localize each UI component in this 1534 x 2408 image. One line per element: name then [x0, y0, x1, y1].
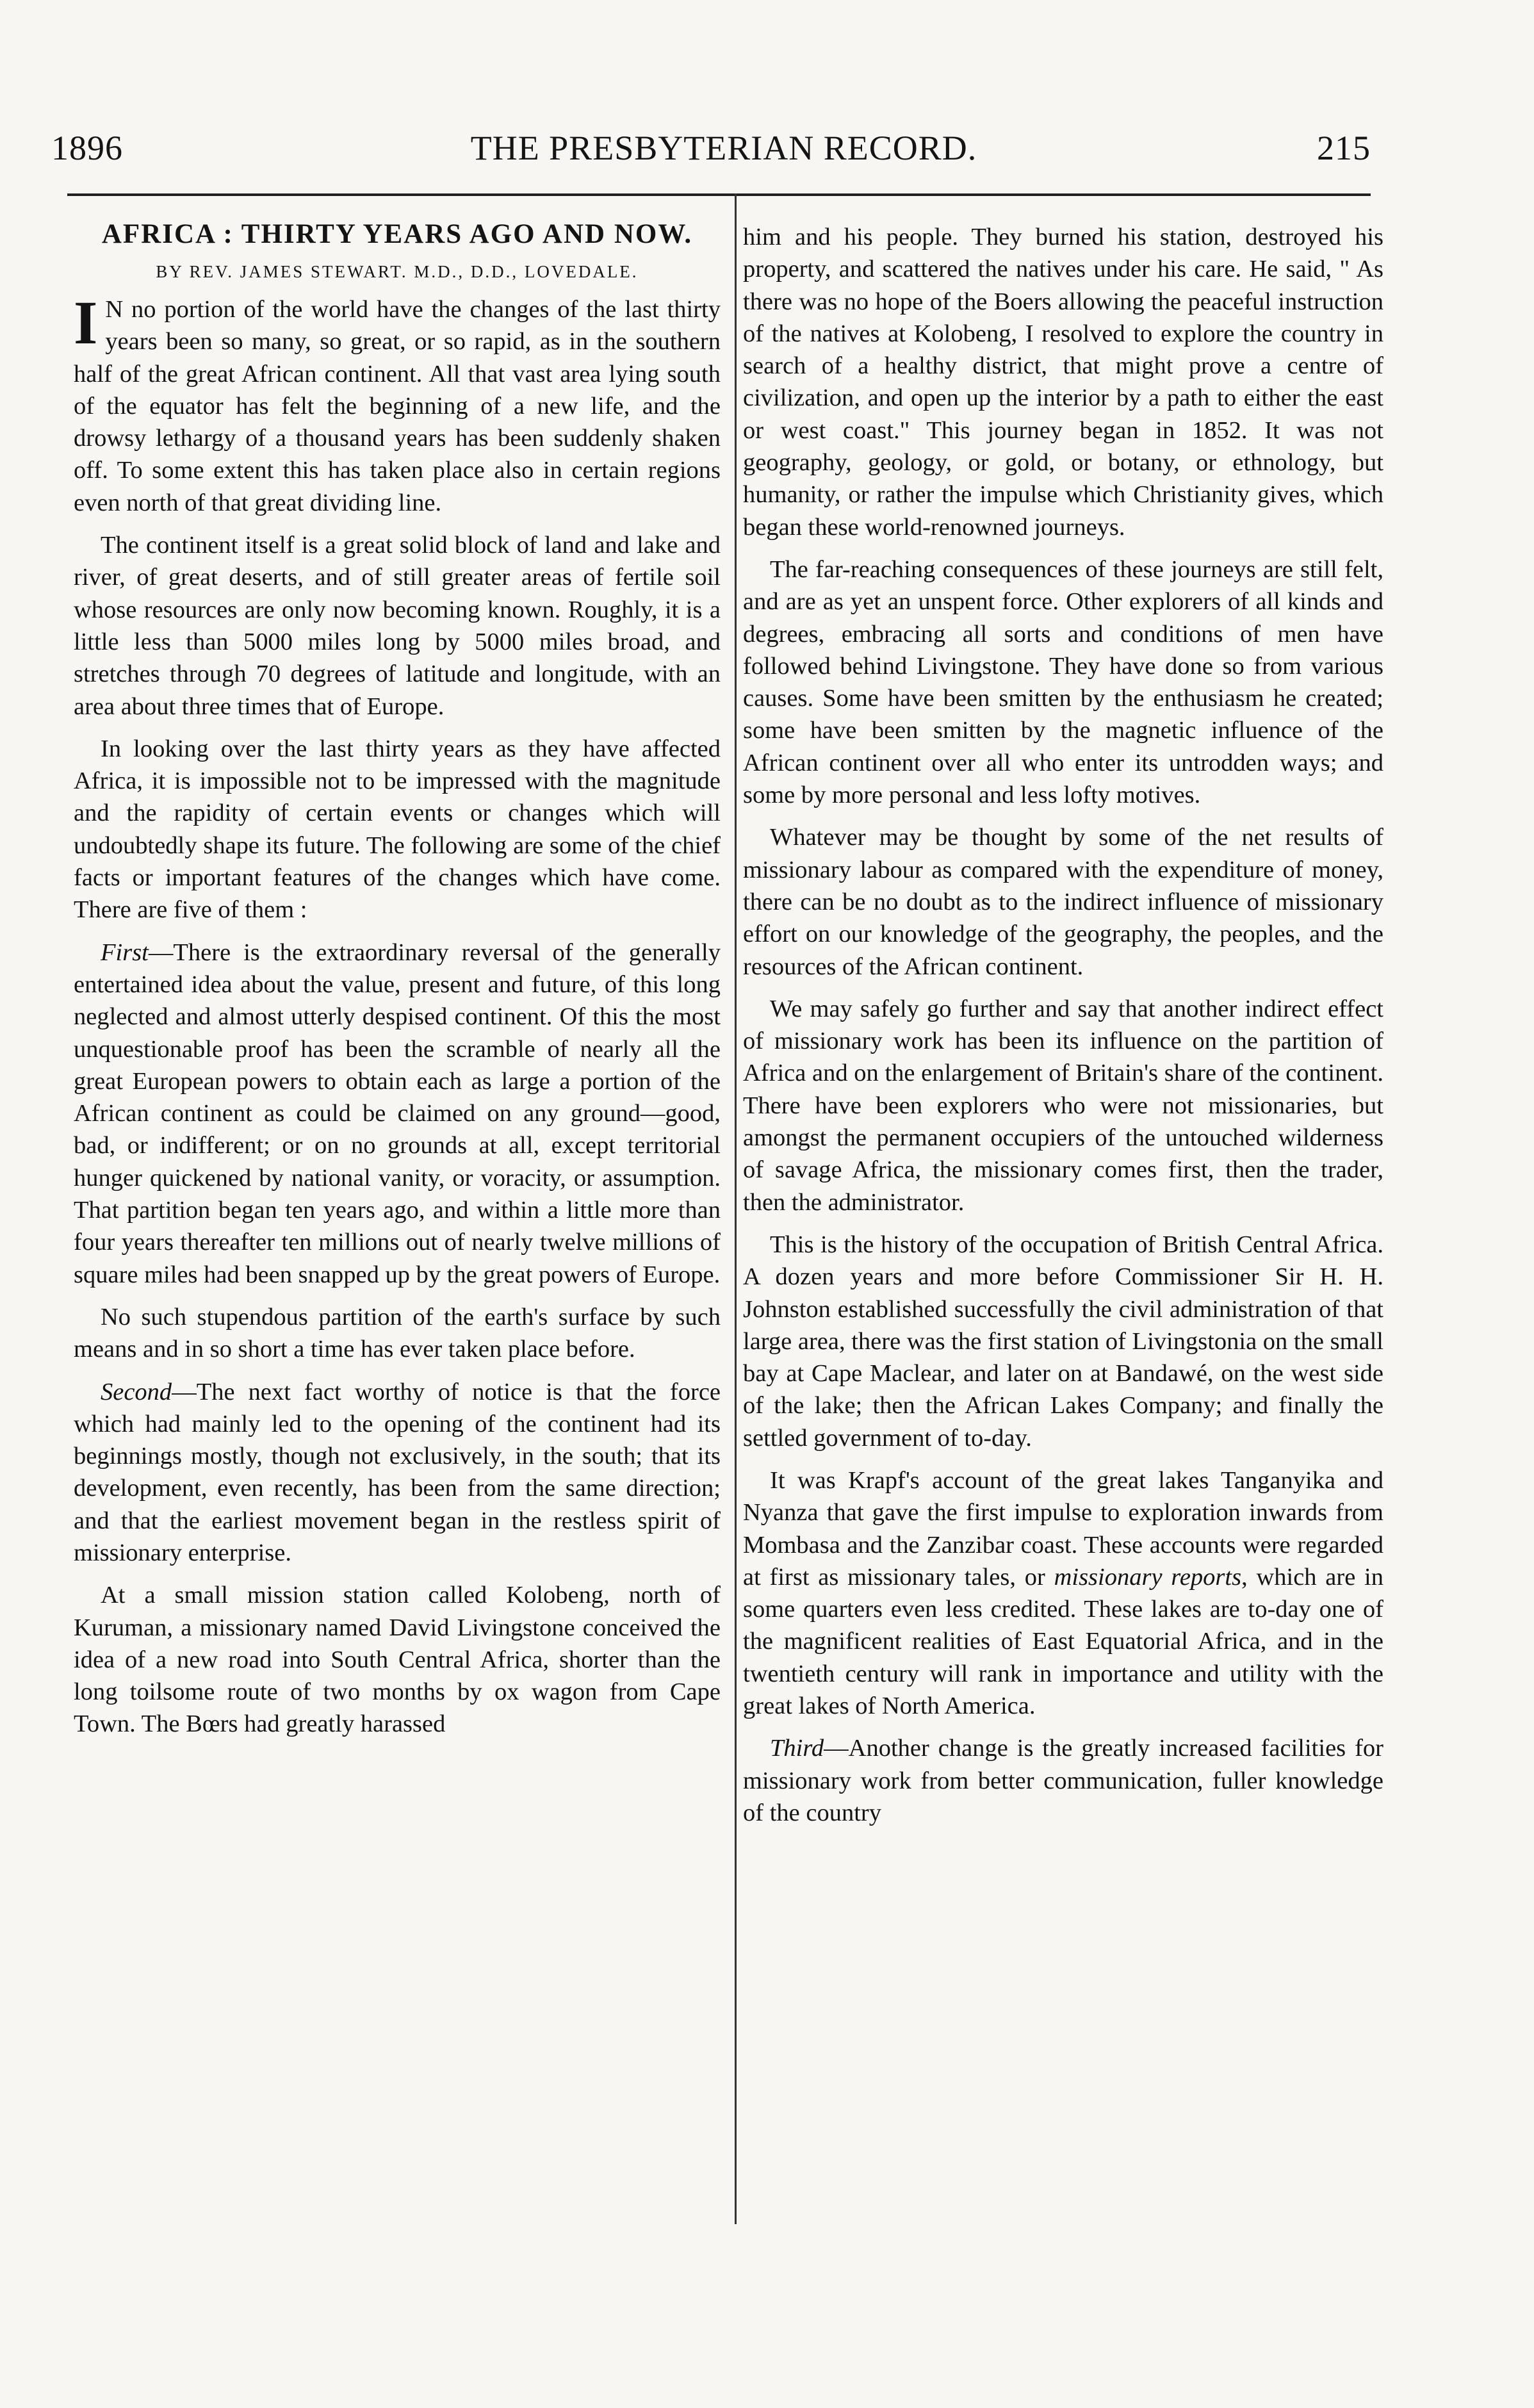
section-label: Third	[770, 1735, 824, 1762]
paragraph: him and his people. They burned his station, destroyed his property, and scattered the natives under his care. He said, " As there was no hope of the Boers allowing the peaceful instruction of the natives at Kolobeng, I resolved to explore the country in search of a healthy district, that might prove a centre of civilization, and open up the interior by a path to either the east or west coast." This journey began in 1852. It was not geography, geology, or gold, or botany, or ethnology, but humanity, or rather the impulse which Christianity gives, which began these world-renowned journeys.	[743, 224, 1383, 541]
paragraph: At a small mission station called Kolobeng, north of Kuruman, a missionary named David Livingstone conceived the idea of a new road into South Central Africa, shorter than the long toilsome route of two months by ox wagon from Cape Town. The Bœrs had greatly harassed	[74, 1582, 721, 1738]
header-year: 1896	[51, 129, 123, 167]
column-divider	[735, 193, 737, 2224]
paragraph: Whatever may be thought by some of the net results of missionary labour as compared with the expenditure of money, there can be no doubt as to the indirect influence of missionary effort on our knowledge of the geography, the peoples, and the resources of the African continent.	[743, 824, 1383, 980]
emphasis: missionary reports	[1054, 1563, 1242, 1591]
paragraph: In looking over the last thirty years as they have affected Africa, it is impossible not to be impressed with the magnitude and the rapidity of certain events or changes which will undoubtedly shape its future. The following are some of the chief facts or important features of the changes which have come. There are five of them :	[74, 735, 721, 924]
article-title: AFRICA : THIRTY YEARS AGO AND NOW.	[101, 219, 693, 249]
paragraph: We may safely go further and say that another indirect effect of missionary work has been its influence on the partition of Africa and on the enlargement of Britain's share of the continent. There have been explorers who were not missionaries, but amongst the permanent occupiers of the untouched wilderness of savage Africa, the missionary comes first, then the trader, then the administrator.	[743, 995, 1383, 1216]
paragraph: I N no portion of the world have the changes of the last thirty years been so many, so great, or so rapid, as in the southern half of the great African continent. All that vast area lying south of the equator has felt the beginning of a new life, and the drowsy lethargy of a thousand years has been suddenly shaken off. To some extent this has taken place also in certain regions even north of that great dividing line.	[74, 288, 721, 516]
header-title: THE PRESBYTERIAN RECORD.	[470, 129, 977, 167]
header-page-number: 215	[1317, 129, 1371, 167]
paragraph: First—There is the extraordinary reversal of the generally entertained idea about the value, present and future, of this long neglected and almost utterly despised continent. Of this the most unquestionable proof has been the scramble of nearly all the great European powers to obtain each as large a portion of the African continent as could be claimed on any ground—good, bad, or indifferent; or on no grounds at all, except territorial hunger quickened by national vanity, or voracity, or assumption. That partition began ten years ago, and within a little more than four years thereafter ten millions out of nearly twelve millions of square miles had been snapped up by the great powers of Europe.	[74, 938, 721, 1288]
page-header	[51, 128, 1371, 173]
paragraph: The far-reaching consequences of these journeys are still felt, and are as yet an unspent force. Other explorers of all kinds and degrees, embracing all sorts and conditions of men have followed behind Livingstone. They have done so from various causes. Some have been smitten by the enthusiasm he created; some have been smitten by the magnetic influence of the African continent over all who enter its untrodden ways; and some by more personal and less lofty motives.	[743, 555, 1383, 809]
paragraph: Second—The next fact worthy of notice is that the force which had mainly led to the opening of the continent had its beginnings mostly, though not exclusively, in the south; that its development, even recently, has been from the same direction; and that the earliest movement began in the restless spirit of missionary enterprise.	[74, 1378, 721, 1566]
drop-cap: I	[74, 288, 98, 357]
right-column	[743, 221, 1383, 1829]
paragraph: No such stupendous partition of the earth's surface by such means and in so short a time has ever taken place before.	[74, 1303, 721, 1363]
paragraph: It was Krapf's account of the great lakes Tanganyika and Nyanza that gave the first impulse to exploration inwards from Mombasa and the Zanzibar coast. These accounts were regarded at first as missionary tales, or missionary reports, which are in some quarters even less credited. These lakes are to-day one of the magnificent realities of East Equatorial Africa, and in the twentieth century will rank in importance and utility with the great lakes of North America.	[743, 1466, 1383, 1720]
article-byline: BY REV. JAMES STEWART. M.D., D.D., LOVEDALE.	[156, 262, 639, 281]
left-column	[74, 218, 721, 1740]
paragraph: This is the history of the occupation of British Central Africa. A dozen years and more before Commissioner Sir H. H. Johnston established successfully the civil administration of that large area, there was the first station of Livingstonia on the small bay at Cape Maclear, and later on at Bandawé, on the west side of the lake; then the African Lakes Company; and finally the settled government of to-day.	[743, 1231, 1384, 1452]
paragraph: The continent itself is a great solid block of land and lake and river, of great deserts, and of still greater areas of fertile soil whose resources are only now becoming known. Roughly, it is a little less than 5000 miles long by 5000 miles broad, and stretches through 70 degrees of latitude and longitude, with an area about three times that of Europe.	[74, 532, 721, 720]
header-rule	[67, 193, 1371, 196]
paragraph: Third—Another change is the greatly increased facilities for missionary work from better communication, fuller knowledge of the country	[743, 1735, 1383, 1826]
section-label: First	[101, 938, 149, 966]
section-label: Second	[101, 1378, 172, 1405]
